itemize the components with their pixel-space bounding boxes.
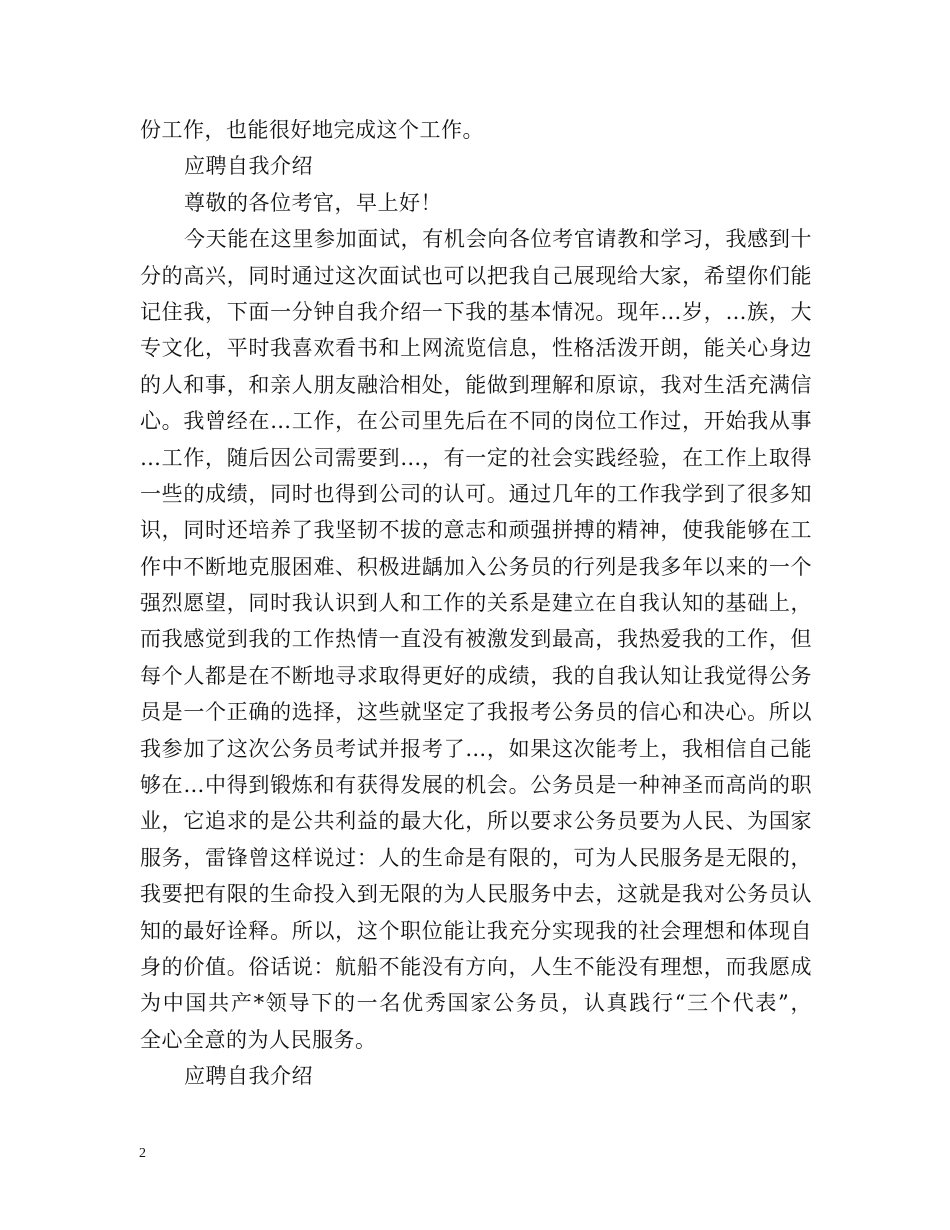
section-heading: 应聘自我介绍	[184, 1064, 313, 1089]
text-line: 份工作，也能很好地完成这个工作。	[140, 118, 484, 142]
text-line: 我要把有限的生命投入到无限的为人民服务中去，这就是我对公务员认	[140, 882, 812, 907]
text-line: 员是一个正确的选择，这些就坚定了我报考公务员的信心和决心。所以	[140, 700, 812, 725]
text-line: 强烈愿望，同时我认识到人和工作的关系是建立在自我认知的基础上，	[140, 591, 812, 616]
text-line: 够在…中得到锻炼和有获得发展的机会。公务员是一种神圣而高尚的职	[140, 773, 812, 798]
text-line: 分的高兴，同时通过这次面试也可以把我自己展现给大家，希望你们能	[140, 263, 812, 288]
text-line: 作中不断地克服困难、积极进龋加入公务员的行列是我多年以来的一个	[140, 554, 812, 579]
text-line: 专文化，平时我喜欢看书和上网流览信息，性格活泼开朗，能关心身边	[140, 336, 812, 361]
text-line: 身的价值。俗话说：航船不能没有方向，人生不能没有理想，而我愿成	[140, 954, 812, 979]
text-line: 我参加了这次公务员考试并报考了…，如果这次能考上，我相信自己能	[140, 736, 812, 761]
text-line: 一些的成绩，同时也得到公司的认可。通过几年的工作我学到了很多知	[140, 481, 812, 506]
text-line: 全心全意的为人民服务。	[140, 1027, 377, 1052]
greeting-line: 尊敬的各位考官，早上好！	[184, 190, 442, 215]
text-line: 服务，雷锋曾这样说过：人的生命是有限的，可为人民服务是无限的，	[140, 845, 812, 870]
paragraph-first-line: 今天能在这里参加面试，有机会向各位考官请教和学习，我感到十	[184, 227, 812, 252]
text-line: 知的最好诠释。所以，这个职位能让我充分实现我的社会理想和体现自	[140, 918, 812, 943]
text-line: 心。我曾经在…工作，在公司里先后在不同的岗位工作过，开始我从事	[140, 409, 812, 434]
text-line: 为中国共产*领导下的一名优秀国家公务员，认真践行“三个代表”，	[140, 991, 812, 1016]
text-line: …工作，随后因公司需要到…，有一定的社会实践经验，在工作上取得	[140, 445, 812, 470]
document-body	[140, 112, 812, 1095]
section-heading: 应聘自我介绍	[184, 154, 313, 179]
text-line: 业，它追求的是公共利益的最大化，所以要求公务员要为人民、为国家	[140, 809, 812, 834]
text-line: 而我感觉到我的工作热情一直没有被激发到最高，我热爱我的工作，但	[140, 627, 812, 652]
text-line: 的人和事，和亲人朋友融洽相处，能做到理解和原谅，我对生活充满信	[140, 372, 812, 397]
text-line: 每个人都是在不断地寻求取得更好的成绩，我的自我认知让我觉得公务	[140, 663, 812, 688]
page-number: 2	[139, 1146, 146, 1161]
text-line: 识，同时还培养了我坚韧不拔的意志和顽强拼搏的精神，使我能够在工	[140, 518, 812, 543]
text-line: 记住我，下面一分钟自我介绍一下我的基本情况。现年…岁，…族，大	[140, 299, 812, 324]
